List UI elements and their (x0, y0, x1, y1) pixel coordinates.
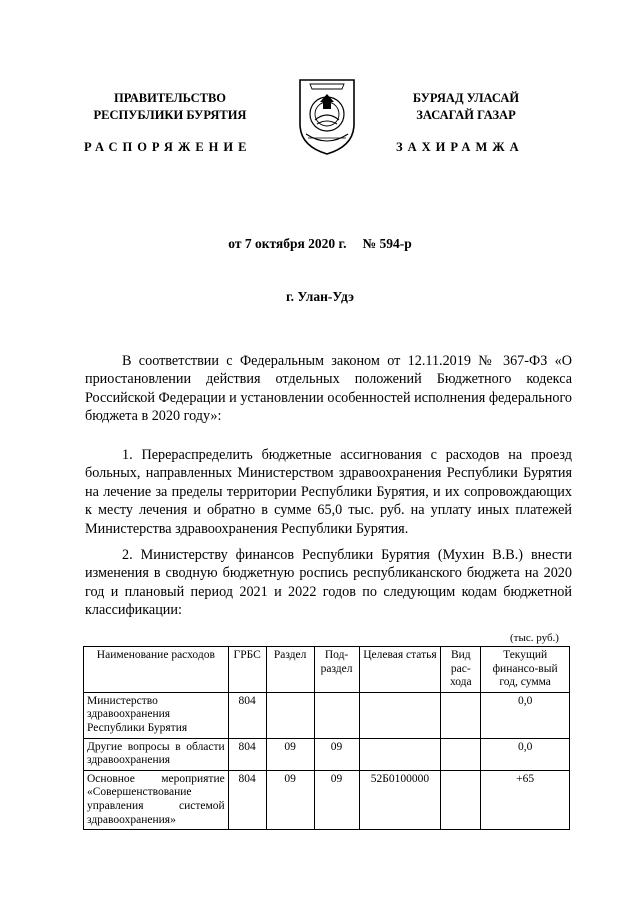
cell-grbs: 804 (228, 770, 266, 829)
authority-line-1-buryat: БУРЯАД УЛАСАЙ (412, 91, 520, 105)
cell-name: Основное мероприятие «Совершенствование управления системой здравоохранения» (84, 770, 229, 829)
col-header-grbs: ГРБС (228, 647, 266, 693)
cell-target-article (359, 738, 441, 770)
cell-grbs: 804 (228, 692, 266, 738)
cell-target-article (359, 692, 441, 738)
item-1-paragraph: 1. Перераспределить бюджетные ассигнования с расходов на проезд больных, направленных Министерством здравоохранения Республики Бурятия на лечение за пределы территории Республики Бурятия, и их сопровождающих к месту лечения и обратно в сумме 65,0 тыс. руб. на уплату иных платежей Министерства здравоохранения Республики Бурятия. (85, 447, 572, 537)
cell-target-article: 52Б0100000 (359, 770, 441, 829)
authority-line-1: ПРАВИТЕЛЬСТВО (113, 91, 227, 105)
table-units: (тыс. руб.) (510, 632, 559, 644)
cell-expense-type (441, 692, 481, 738)
cell-subsection: 09 (314, 770, 359, 829)
coat-of-arms-icon (296, 74, 358, 156)
col-header-target-article: Целевая статья (359, 647, 441, 693)
table-row (84, 692, 570, 738)
cell-section: 09 (266, 770, 314, 829)
authority-line-2-buryat: ЗАСАГАЙ ГАЗАР (416, 108, 516, 122)
authority-name-russian (60, 90, 280, 124)
col-header-expense-type: Вид рас-хода (441, 647, 481, 693)
doc-type-russian: РАСПОРЯЖЕНИЕ (84, 140, 252, 154)
preamble-paragraph: В соответствии с Федеральным законом от 12.11.2019 № 367-ФЗ «О приостановлении действия отдельных положений Бюджетного кодекса Российской Федерации и установлении особенностей исполнения федерального бюджета в 2020 году»: (85, 353, 572, 425)
cell-subsection (314, 692, 359, 738)
document-number: № 594-р (362, 236, 412, 251)
cell-section: 09 (266, 738, 314, 770)
cell-amount: 0,0 (481, 738, 570, 770)
table-row (84, 738, 570, 770)
cell-grbs: 804 (228, 738, 266, 770)
col-header-section: Раздел (266, 647, 314, 693)
cell-name: Другие вопросы в области здравоохранения (84, 738, 229, 770)
table-row (84, 770, 570, 829)
authority-name-buryat (366, 90, 566, 124)
authority-line-2: РЕСПУБЛИКИ БУРЯТИЯ (93, 108, 247, 122)
cell-section (266, 692, 314, 738)
cell-amount: 0,0 (481, 692, 570, 738)
budget-table (83, 646, 570, 830)
col-header-subsection: Под-раздел (314, 647, 359, 693)
table-header-row (84, 647, 570, 693)
doc-type-buryat: ЗАХИРАМЖА (396, 140, 524, 154)
item-2-paragraph: 2. Министерству финансов Республики Бурятия (Мухин В.В.) внести изменения в сводную бюджетную роспись республиканского бюджета на 2020 год и плановый период 2021 и 2022 годов по следующим кодам бюджетной классификации: (85, 547, 572, 619)
city: г. Улан-Удэ (286, 289, 354, 304)
col-header-name: Наименование расходов (84, 647, 229, 693)
cell-amount: +65 (481, 770, 570, 829)
cell-subsection: 09 (314, 738, 359, 770)
cell-expense-type (441, 738, 481, 770)
col-header-amount: Текущий финансо-вый год, сумма (481, 647, 570, 693)
document-date: от 7 октября 2020 г. (228, 236, 347, 251)
cell-expense-type (441, 770, 481, 829)
date-number-line (0, 236, 640, 252)
cell-name: Министерство здравоохранения Республики Бурятия (84, 692, 229, 738)
